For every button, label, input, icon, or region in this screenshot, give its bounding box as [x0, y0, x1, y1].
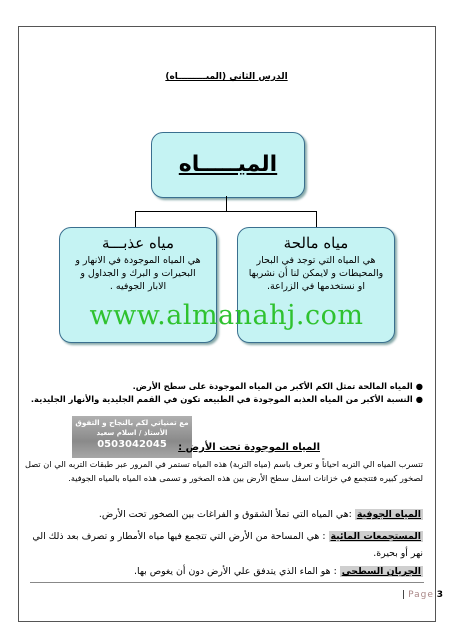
page-footer [402, 590, 443, 600]
promo-phone: 0503042045 [97, 439, 167, 450]
footer-separator: | [402, 590, 406, 600]
footer-page-label: Page [408, 590, 434, 600]
bullet-item: ●المياه المالحة تمثل الكم الأكبر من المياه الموجودة على سطح الأرض. [132, 381, 423, 391]
definition-term: الجريان السطحي [341, 566, 421, 577]
page-number: 3 [436, 590, 443, 600]
definition-term: المستجمعات المائية [330, 531, 421, 542]
connector-right-drop [316, 211, 317, 227]
bullet-item: ●النسبة الأكبر من المياه العذبه الموجودة في الطبيعه تكون في القمم الجليدية والأنهار الجليدية. [30, 394, 423, 404]
fresh-water-description: هي المياه الموجودة في الانهار و البحيرات و البرك و الجداول و الابار الجوفيه . [75, 255, 201, 292]
groundwater-intro: تتسرب المياه الي التربه احياناً و تعرف باسم (مياه التربة) هذه المياه تستمر في المرور عبر طبقات التربه الي ان تصل لصخور كبيره فتتجمع في خزانات اسفل سطح الأرض بين هذه الصخور و تسمى هذه المياه بالمياه الجوفية. [25, 459, 423, 483]
connector-left-drop [135, 211, 136, 227]
fresh-water-title: مياه عذبـــة [102, 234, 174, 252]
footer-divider [30, 582, 424, 583]
definition-runoff [25, 563, 423, 580]
promo-teacher: الأستاذ / اسلام سعيد [96, 429, 168, 437]
salt-water-title: مياه مالحة [283, 234, 349, 252]
definition-term: المياه الجوفية [356, 509, 421, 520]
salt-water-description: هي المياه التي توجد في البحار والمحيطات و لايمكن لنا أن نشربها او نستخدمها في الزراعة. [248, 255, 384, 292]
lesson-title: الدرس الثاني (الميـــــــــاه) [165, 72, 288, 82]
definition-text: : هي المساحة من الأرض التي تتجمع فيها مياه الأمطار و تصرف بعد ذلك الي نهر أو بحيرة. [32, 531, 423, 559]
connector-vertical-top [226, 196, 227, 211]
groundwater-heading: المياه الموجودة تحت الأرض : [178, 442, 320, 453]
watermark: www.almanahj.com [89, 300, 364, 331]
definition-groundwater [25, 506, 423, 523]
promo-wish: مع تمنياتي لكم بالنجاح و التفوق [75, 418, 189, 427]
definition-text: : هو الماء الذي يتدفق علي الأرض دون أن يغوص بها. [133, 566, 340, 577]
definition-text: :هي المياه التي تملأ الشقوق و الفراغات بين الصخور تحت الأرض. [98, 509, 355, 520]
bullet-list [23, 380, 423, 406]
definition-watershed [25, 528, 423, 562]
teacher-promo-banner [72, 416, 192, 458]
diagram-root-label: الميـــــاه [178, 152, 278, 177]
bullet-dot-icon: ● [415, 394, 423, 404]
diagram-root-box [151, 132, 305, 198]
connector-horizontal [135, 211, 317, 212]
bullet-dot-icon: ● [415, 381, 423, 391]
